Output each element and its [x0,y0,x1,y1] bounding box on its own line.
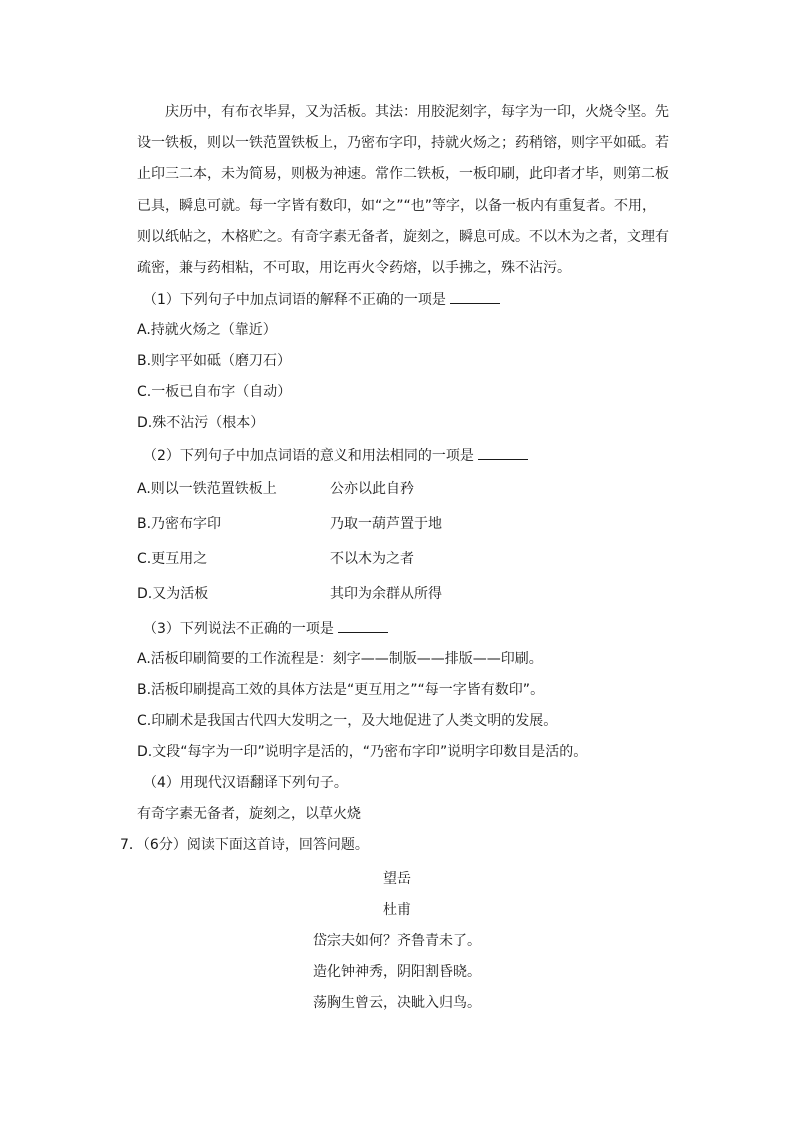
q2-option-a: A.则以一铁范置铁板上 公亦以此自矜 [137,481,414,497]
q1-option-c: C.一板已自布字（自动） [137,384,292,400]
q2-option-d: D.又为活板 其印为余群从所得 [137,586,442,602]
q3-stem: （3）下列说法不正确的一项是 [143,618,388,639]
poem-author: 杜甫 [383,902,411,918]
q1-option-b: B.则字平如砥（磨刀石） [137,353,292,369]
q1-option-a: A.持就火炀之（靠近） [137,322,277,338]
q3-option-c: C.印刷术是我国古代四大发明之一，及大地促进了人类文明的发展。 [137,713,558,729]
poem-title: 望岳 [383,871,411,887]
answer-blank[interactable] [338,618,388,633]
q2-option-b: B.乃密布字印 乃取一葫芦置于地 [137,516,442,532]
poem-verse-2: 造化钟神秀，阴阳割昏晓。 [313,964,481,980]
passage-line-5: 则以纸帖之，木格贮之。有奇字素无备者，旋刻之，瞬息可成。不以木为之者，文理有 [137,229,669,245]
q3-option-d: D.文段“每字为一印”说明字是活的，“乃密布字印”说明字印数目是活的。 [137,744,588,760]
answer-blank[interactable] [478,445,528,460]
answer-blank[interactable] [450,289,500,304]
q1-option-d: D.殊不沾污（根本） [137,415,265,431]
passage-line-1: 庆历中，有布衣毕昇，又为活板。其法：用胶泥刻字，每字为一印，火烧令坚。先 [165,104,669,120]
poem-verse-3: 荡胸生曾云，决眦入归鸟。 [313,995,481,1011]
q2-stem: （2）下列句子中加点词语的意义和用法相同的一项是 [143,445,528,466]
q1-stem: （1）下列句子中加点词语的解释不正确的一项是 [143,289,500,310]
q2-option-c: C.更互用之 不以木为之者 [137,551,414,567]
q7-stem: 7．（6分）阅读下面这首诗，回答问题。 [120,837,369,853]
q4-sentence: 有奇字素无备者，旋刻之，以草火烧 [137,806,361,822]
passage-line-6: 疏密，兼与药相粘，不可取，用讫再火令药熔，以手拂之，殊不沾污。 [137,260,571,276]
q3-option-a: A.活板印刷简要的工作流程是：刻字——制版——排版——印刷。 [137,651,543,667]
q3-option-b: B.活板印刷提高工效的具体方法是“更互用之”“每一字皆有数印”。 [137,682,545,698]
poem-verse-1: 岱宗夫如何？齐鲁青未了。 [313,933,481,949]
passage-line-3: 止印三二本，未为简易，则极为神速。常作二铁板，一板印刷，此印者才毕，则第二板 [137,166,669,182]
passage-line-2: 设一铁板，则以一铁范置铁板上，乃密布字印，持就火炀之；药稍镕，则字平如砥。若 [137,135,669,151]
q4-stem: （4）用现代汉语翻译下列句子。 [143,775,348,791]
passage-line-4: 已具，瞬息可就。每一字皆有数印，如“之”“也”等字，以备一板内有重复者。不用， [137,198,657,214]
